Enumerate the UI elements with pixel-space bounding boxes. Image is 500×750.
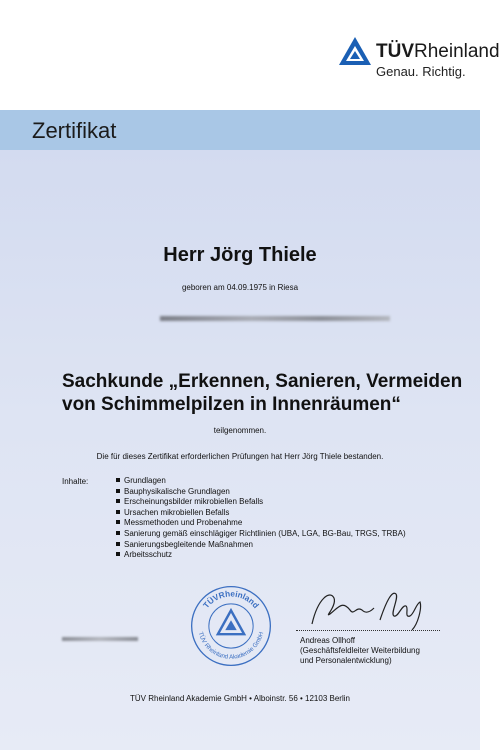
svg-text:TÜVRheinland: TÜVRheinland (201, 589, 261, 611)
course-title-line1: Sachkunde „Erkennen, Sanieren, Vermeiden (62, 371, 463, 392)
bullet-icon (116, 531, 120, 535)
contents-label: Inhalte: (62, 477, 89, 486)
signature-image (300, 584, 430, 632)
signer-title-line1: (Geschäftsfeldleiter Weiterbildung (300, 646, 420, 655)
list-item: Ursachen mikrobiellen Befalls (116, 508, 406, 519)
recipient-name: Herr Jörg Thiele (163, 244, 317, 266)
bullet-icon (116, 510, 120, 514)
list-item: Arbeitsschutz (116, 550, 406, 561)
signer-title-line2: und Personalentwicklung) (300, 656, 392, 665)
redacted-place-date (62, 637, 138, 641)
list-item: Grundlagen (116, 476, 406, 487)
list-item: Messmethoden und Probenahme (116, 518, 406, 529)
exam-statement: Die für dieses Zertifikat erforderlichen Prüfungen hat Herr Jörg Thiele bestanden. (96, 452, 384, 461)
redacted-date-line (160, 316, 390, 321)
contents-list (116, 476, 406, 561)
list-item: Bauphysikalische Grundlagen (116, 487, 406, 498)
course-title (62, 370, 480, 416)
brand-tagline: Genau. Richtig. (376, 64, 466, 79)
bullet-icon (116, 542, 120, 546)
bullet-icon (116, 520, 120, 524)
list-item: Sanierungsbegleitende Maßnahmen (116, 540, 406, 551)
tuv-logo-icon (338, 36, 372, 66)
recipient-birth: geboren am 04.09.1975 in Riesa (181, 283, 299, 292)
brand-name: TÜVRheinland (376, 41, 500, 62)
svg-text:TÜV Rheinland Akademie GmbH: TÜV Rheinland Akademie GmbH (196, 631, 266, 661)
signature-line (296, 630, 440, 631)
certificate-title: Zertifikat (32, 118, 117, 143)
list-item: Sanierung gemäß einschlägiger Richtlinien (UBA, LGA, BG-Bau, TRGS, TRBA) (116, 529, 406, 540)
signer-name: Andreas Ollhoff (300, 636, 355, 645)
bullet-icon (116, 478, 120, 482)
signer-block (300, 636, 420, 666)
participation-text: teilgenommen. (213, 426, 267, 435)
list-item: Erscheinungsbilder mikrobiellen Befalls (116, 497, 406, 508)
bullet-icon (116, 489, 120, 493)
bullet-icon (116, 552, 120, 556)
bullet-icon (116, 499, 120, 503)
course-title-line2: von Schimmelpilzen in Innenräumen“ (62, 394, 401, 415)
tuv-seal-icon (190, 585, 272, 667)
footer-address: TÜV Rheinland Akademie GmbH • Alboinstr. 56 • 12103 Berlin (130, 694, 350, 703)
